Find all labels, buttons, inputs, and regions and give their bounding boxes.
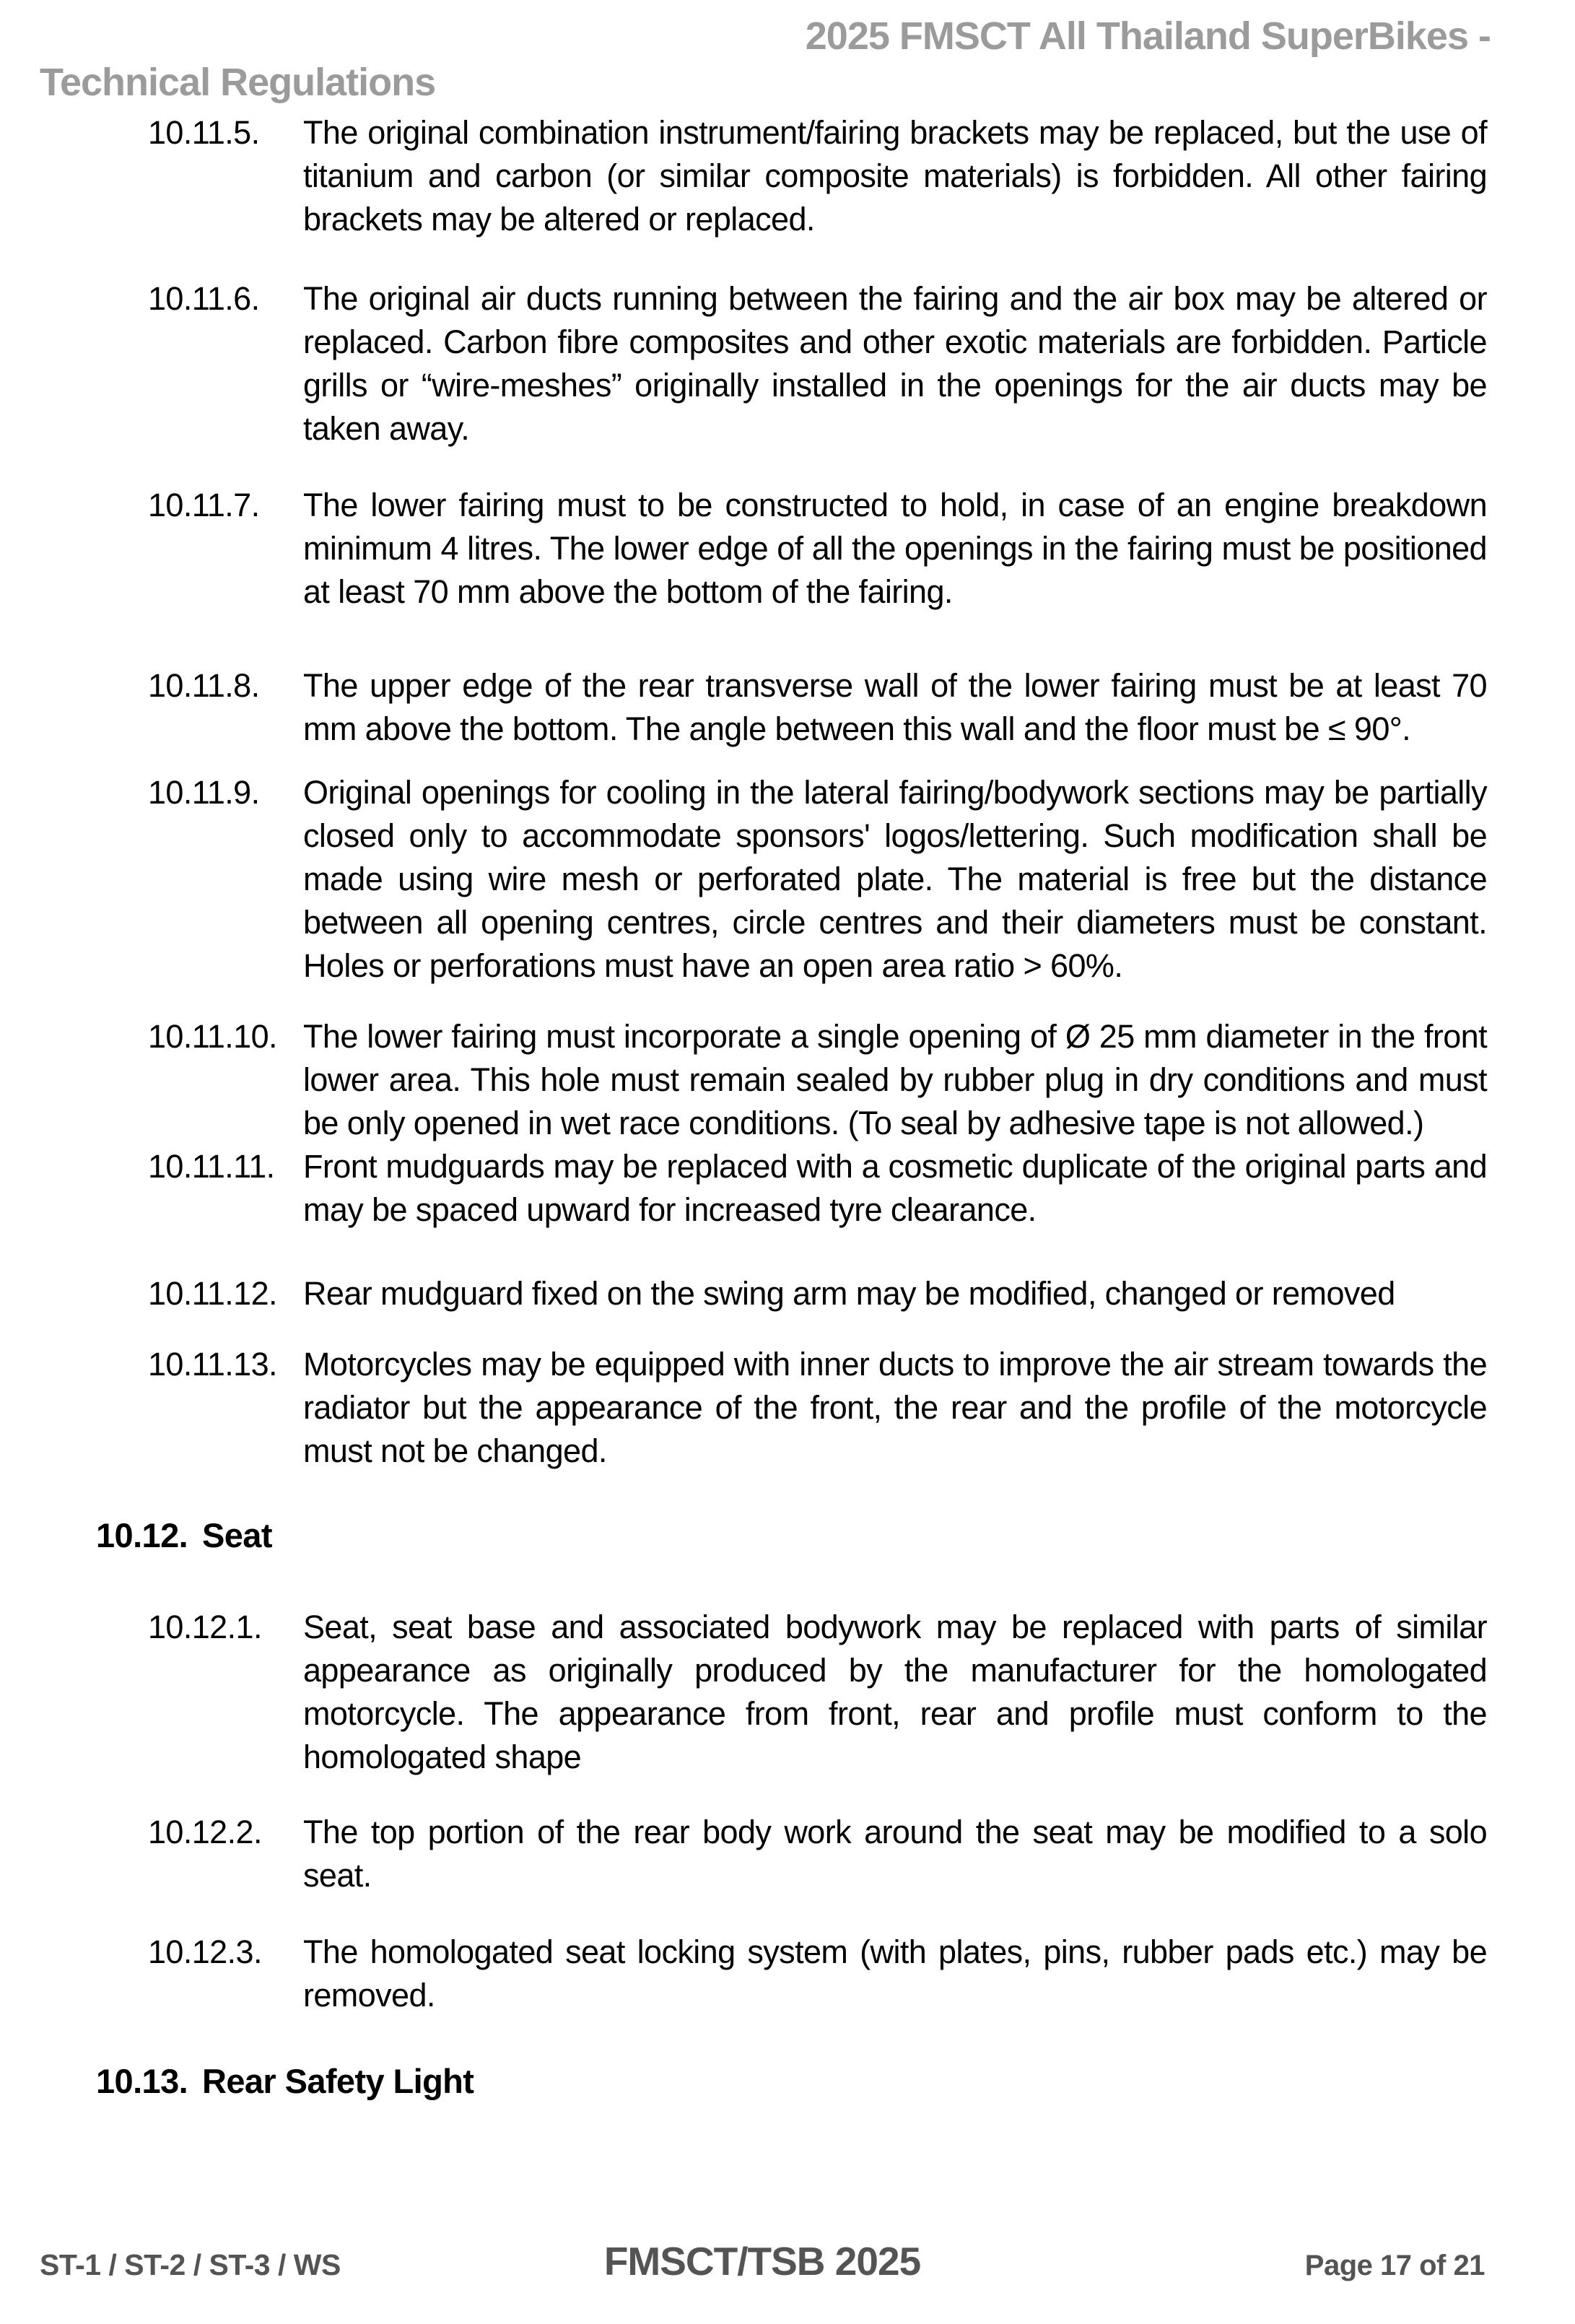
footer-page-number: Page 17 of 21 <box>1304 2250 1485 2281</box>
clause-number: 10.11.12. <box>148 1275 277 1312</box>
clause-text: The original combination instrument/fairing brackets may be replaced, but the use of titanium and carbon (or similar composite materials) is forbidden. All other fairing brackets may be altered or replaced. <box>303 114 1487 238</box>
clause-number: 10.11.13. <box>148 1346 277 1383</box>
clause-text: The top portion of the rear body work around the seat may be modified to a solo seat. <box>303 1814 1487 1894</box>
page-header-line1: 2025 FMSCT All Thailand SuperBikes - <box>805 14 1491 58</box>
regulation-item <box>148 1931 1487 2017</box>
page-header-line2: Technical Regulations <box>40 61 436 104</box>
regulation-item <box>148 664 1487 751</box>
regulation-item <box>148 111 1487 241</box>
footer-classes-label: ST-1 / ST-2 / ST-3 / WS <box>40 2248 341 2281</box>
clause-number: 10.11.10. <box>148 1018 277 1055</box>
clause-text: Rear Safety Light <box>202 2062 474 2100</box>
clause-number: 10.13. <box>96 2062 188 2100</box>
regulation-item <box>148 1145 1487 1232</box>
regulation-item <box>148 1272 1487 1315</box>
regulation-item <box>148 1606 1487 1779</box>
footer-document-title: FMSCT/TSB 2025 <box>603 2239 921 2284</box>
clause-text: The upper edge of the rear transverse wall of the lower fairing must be at least 70 mm above the bottom. The angle between this wall and the floor must be ≤ 90°. <box>303 667 1487 747</box>
clause-number: 10.11.6. <box>148 280 260 317</box>
regulation-item <box>148 277 1487 451</box>
clause-number: 10.11.5. <box>148 114 260 151</box>
clause-number: 10.12.2. <box>148 1814 262 1850</box>
clause-number: 10.11.8. <box>148 667 260 704</box>
clause-number: 10.11.9. <box>148 774 260 811</box>
clause-text: Seat <box>202 1516 272 1554</box>
clause-number: 10.11.11. <box>148 1148 275 1185</box>
clause-text: Rear mudguard fixed on the swing arm may be modified, changed or removed <box>303 1275 1395 1312</box>
clause-text: The original air ducts running between the fairing and the air box may be altered or replaced. Carbon fibre composites and other exotic materials are forbidden. Particle grills or “wire-meshes” originally installed in the openings for the air ducts may be taken away. <box>303 280 1487 447</box>
clause-text: The homologated seat locking system (with plates, pins, rubber pads etc.) may be removed. <box>303 1933 1487 2014</box>
clause-number: 10.12. <box>96 1516 188 1554</box>
page-footer <box>40 2238 1485 2284</box>
clause-number: 10.12.1. <box>148 1609 262 1645</box>
clause-number: 10.11.7. <box>148 487 260 523</box>
clause-text: Seat, seat base and associated bodywork may be replaced with parts of similar appearance as originally produced by the manufacturer for the homologated motorcycle. The appearance from front, rear and profile must conform to the homologated shape <box>303 1609 1487 1775</box>
clause-text: Original openings for cooling in the lateral fairing/bodywork sections may be partially closed only to accommodate sponsors' logos/lettering. Such modification shall be made using wire mesh or perforated plate. The material is free but the distance between all opening centres, circle centres and their diameters must be constant. Holes or perforations must have an open area ratio > 60%. <box>303 774 1487 984</box>
clause-text: Front mudguards may be replaced with a cosmetic duplicate of the original parts and may be spaced upward for increased tyre clearance. <box>303 1148 1487 1228</box>
regulation-item <box>148 1343 1487 1473</box>
section-heading <box>96 1513 1487 1558</box>
section-heading <box>96 2059 1487 2104</box>
clause-number: 10.12.3. <box>148 1933 262 1970</box>
regulation-item <box>148 771 1487 988</box>
clause-text: The lower fairing must to be constructed to hold, in case of an engine breakdown minimum 4 litres. The lower edge of all the openings in the fairing must be positioned at least 70 mm above the bottom of the fairing. <box>303 487 1487 610</box>
clause-text: The lower fairing must incorporate a single opening of Ø 25 mm diameter in the front lower area. This hole must remain sealed by rubber plug in dry conditions and must be only opened in wet race conditions. (To seal by adhesive tape is not allowed.) <box>303 1018 1487 1141</box>
regulation-item <box>148 484 1487 614</box>
regulations-body <box>0 111 1575 2104</box>
clause-text: Motorcycles may be equipped with inner ducts to improve the air stream towards the radiator but the appearance of the front, the rear and the profile of the motorcycle must not be changed. <box>303 1346 1487 1469</box>
regulation-item <box>148 1811 1487 1897</box>
regulation-item <box>148 1015 1487 1145</box>
